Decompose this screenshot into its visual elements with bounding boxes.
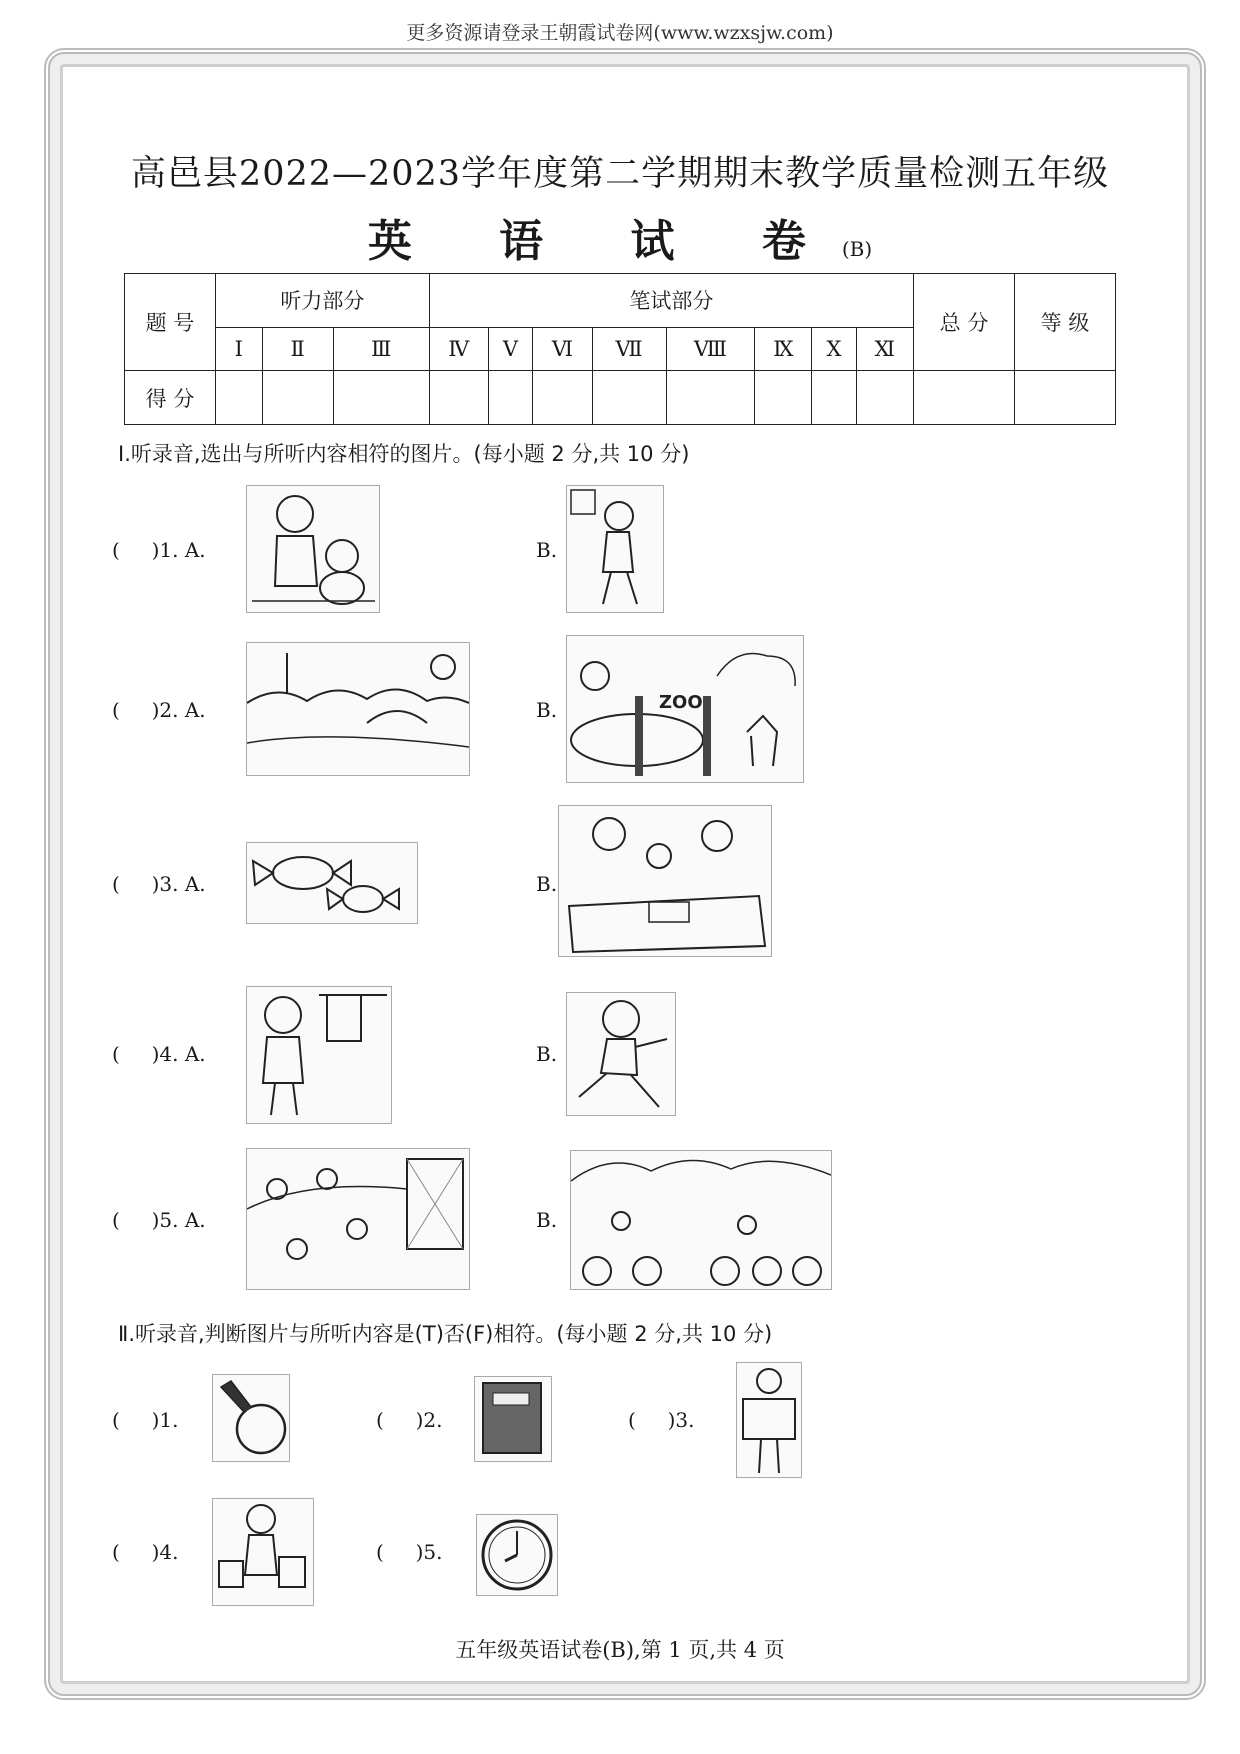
score-cell[interactable] bbox=[666, 371, 755, 425]
s1-item4-b: B. bbox=[536, 1042, 558, 1066]
book-image bbox=[474, 1376, 552, 1462]
s1-item1-label: ( )1. A. bbox=[112, 538, 206, 562]
header-question-no: 题 号 bbox=[125, 274, 216, 371]
numeral-5: Ⅴ bbox=[488, 327, 533, 371]
score-cell[interactable] bbox=[812, 371, 856, 425]
girl-with-teddy-bear-image bbox=[246, 485, 380, 613]
score-cell[interactable] bbox=[262, 371, 333, 425]
numeral-6: Ⅵ bbox=[533, 327, 592, 371]
score-cell[interactable] bbox=[755, 371, 812, 425]
score-cell[interactable] bbox=[533, 371, 592, 425]
numeral-7: Ⅶ bbox=[592, 327, 666, 371]
grade-cell[interactable] bbox=[1015, 371, 1116, 425]
exam-subtitle bbox=[0, 205, 1240, 269]
numeral-1: Ⅰ bbox=[216, 327, 263, 371]
total-cell[interactable] bbox=[914, 371, 1015, 425]
header-total: 总 分 bbox=[914, 274, 1015, 371]
s1-item2-label: ( )2. A. bbox=[112, 698, 206, 722]
score-cell[interactable] bbox=[856, 371, 913, 425]
score-cell[interactable] bbox=[592, 371, 666, 425]
header-writing: 笔试部分 bbox=[429, 274, 913, 328]
numeral-8: Ⅷ bbox=[666, 327, 755, 371]
exam-title: 高邑县2022—2023学年度第二学期期末教学质量检测五年级 bbox=[130, 154, 1110, 194]
s1-item3-label: ( )3. A. bbox=[112, 872, 206, 896]
s2-item4-label: ( )4. bbox=[112, 1540, 179, 1564]
girl-with-shopping-bags-image bbox=[212, 1498, 314, 1606]
s1-item2-b: B. bbox=[536, 698, 558, 722]
s1-item4-label: ( )4. A. bbox=[112, 1042, 206, 1066]
subtitle-version: (B) bbox=[841, 237, 873, 261]
subtitle-main: 英 语 试 卷 bbox=[367, 216, 842, 267]
score-cell[interactable] bbox=[488, 371, 533, 425]
score-cell[interactable] bbox=[216, 371, 263, 425]
s1-item5-b: B. bbox=[536, 1208, 558, 1232]
numeral-2: Ⅱ bbox=[262, 327, 333, 371]
s2-item5-label: ( )5. bbox=[376, 1540, 443, 1564]
s2-item3-label: ( )3. bbox=[628, 1408, 695, 1432]
header-grade: 等 级 bbox=[1015, 274, 1116, 371]
s1-item3-b: B. bbox=[536, 872, 558, 896]
section2-instruction: Ⅱ.听录音,判断图片与所听内容是(T)否(F)相符。(每小题 2 分,共 10 分) bbox=[118, 1322, 773, 1346]
zoo-image bbox=[566, 635, 804, 783]
top-note: 更多资源请登录王朝霞试卷网(www.wzxsjw.com) bbox=[406, 22, 834, 44]
header-listening: 听力部分 bbox=[216, 274, 430, 328]
numeral-11: Ⅺ bbox=[856, 327, 913, 371]
section1-instruction: Ⅰ.听录音,选出与所听内容相符的图片。(每小题 2 分,共 10 分) bbox=[118, 442, 690, 466]
kids-playing-football-image bbox=[246, 1148, 470, 1290]
man-reading-newspaper-image bbox=[736, 1362, 802, 1478]
s2-item1-label: ( )1. bbox=[112, 1408, 179, 1432]
s1-item5-label: ( )5. A. bbox=[112, 1208, 206, 1232]
numeral-4: Ⅳ bbox=[429, 327, 488, 371]
clock-image bbox=[476, 1514, 558, 1596]
candies-image bbox=[246, 842, 418, 924]
numeral-3: Ⅲ bbox=[333, 327, 429, 371]
score-cell[interactable] bbox=[429, 371, 488, 425]
park-with-bridge-image bbox=[246, 642, 470, 776]
s2-item2-label: ( )2. bbox=[376, 1408, 443, 1432]
girl-walking-to-school-image bbox=[566, 485, 664, 613]
score-table bbox=[124, 273, 1116, 425]
kids-riding-bikes-image bbox=[570, 1150, 832, 1290]
boy-brushing-teeth-image bbox=[246, 986, 392, 1124]
zoo-sign-text: ZOO bbox=[659, 692, 703, 713]
row-score-label: 得 分 bbox=[125, 371, 216, 425]
family-picnic-image bbox=[558, 805, 772, 957]
numeral-10: Ⅹ bbox=[812, 327, 856, 371]
ping-pong-paddle-image bbox=[212, 1374, 290, 1462]
page-footer: 五年级英语试卷(B),第 1 页,共 4 页 bbox=[455, 1638, 785, 1662]
numeral-9: Ⅸ bbox=[755, 327, 812, 371]
score-cell[interactable] bbox=[333, 371, 429, 425]
boy-running-image bbox=[566, 992, 676, 1116]
s1-item1-b: B. bbox=[536, 538, 558, 562]
